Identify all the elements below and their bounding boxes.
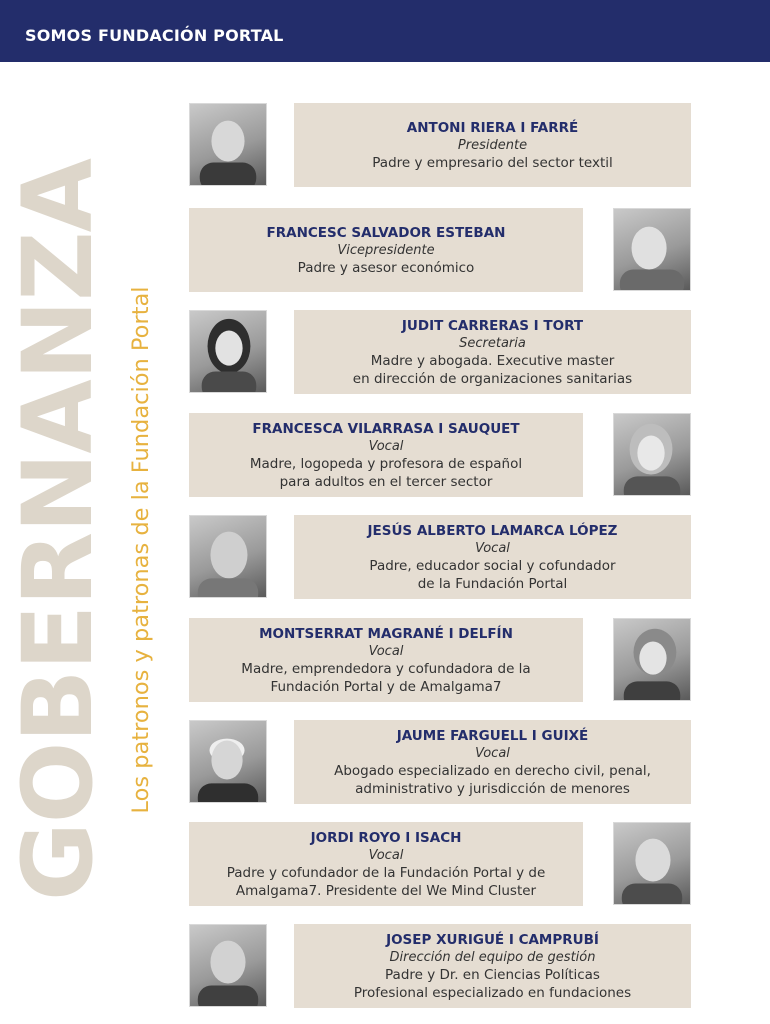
member-name: FRANCESCA VILARRASA I SAUQUET xyxy=(252,420,520,437)
member-name: JORDI ROYO I ISACH xyxy=(310,829,462,846)
member-name: JOSEP XURIGUÉ I CAMPRUBÍ xyxy=(386,931,599,948)
member-card xyxy=(294,310,691,394)
member-role: Vocal xyxy=(475,540,510,556)
member-description: Amalgama7. Presidente del We Mind Cluster xyxy=(235,882,537,899)
member-role: Vicepresidente xyxy=(337,242,435,258)
member-description: Padre y empresario del sector textil xyxy=(372,154,613,171)
member-description: Madre y abogada. Executive master xyxy=(370,352,615,369)
member-photo xyxy=(189,720,267,803)
member-role: Secretaria xyxy=(459,335,526,351)
member-role: Vocal xyxy=(475,745,510,761)
member-description: Padre y asesor económico xyxy=(297,259,475,276)
member-description: de la Fundación Portal xyxy=(417,575,568,592)
member-name: JAUME FARGUELL I GUIXÉ xyxy=(396,727,589,744)
member-card xyxy=(189,413,583,497)
member-photo xyxy=(613,208,691,291)
member-name: FRANCESC SALVADOR ESTEBAN xyxy=(266,224,506,241)
member-role: Vocal xyxy=(368,438,404,454)
member-description: en dirección de organizaciones sanitarias xyxy=(352,370,633,387)
member-name: JESÚS ALBERTO LAMARCA LÓPEZ xyxy=(367,522,618,539)
member-photo xyxy=(189,310,267,393)
member-name: MONTSERRAT MAGRANÉ I DELFÍN xyxy=(259,625,513,642)
member-photo xyxy=(189,103,267,186)
member-description: Padre, educador social y cofundador xyxy=(369,557,616,574)
member-name: ANTONI RIERA I FARRÉ xyxy=(406,119,579,136)
member-card xyxy=(294,720,691,804)
page-header xyxy=(0,0,770,62)
member-description: Madre, logopeda y profesora de español xyxy=(249,455,523,472)
member-card xyxy=(294,515,691,599)
member-role: Presidente xyxy=(457,137,528,153)
member-card xyxy=(189,208,583,292)
member-name: JUDIT CARRERAS I TORT xyxy=(401,317,584,334)
member-role: Vocal xyxy=(368,847,404,863)
member-card xyxy=(189,822,583,906)
member-description: Fundación Portal y de Amalgama7 xyxy=(270,678,502,695)
member-photo xyxy=(189,924,267,1007)
member-description: Profesional especializado en fundaciones xyxy=(353,984,632,1001)
member-description: administrativo y jurisdicción de menores xyxy=(355,780,630,797)
member-card xyxy=(294,924,691,1008)
header-title: SOMOS FUNDACIÓN PORTAL xyxy=(25,26,284,45)
member-photo xyxy=(189,515,267,598)
section-subtitle: Los patronos y patronas de la Fundación Portal xyxy=(128,286,154,814)
member-description: Abogado especializado en derecho civil, penal, xyxy=(334,762,651,779)
member-description: Madre, emprendedora y cofundadora de la xyxy=(241,660,531,677)
member-description: para adultos en el tercer sector xyxy=(279,473,493,490)
member-card xyxy=(294,103,691,187)
member-photo xyxy=(613,822,691,905)
member-photo xyxy=(613,618,691,701)
member-description: Padre y cofundador de la Fundación Portal y de xyxy=(226,864,546,881)
member-photo xyxy=(613,413,691,496)
member-card xyxy=(189,618,583,702)
section-title: GOBERNANZA xyxy=(2,159,114,901)
member-description: Padre y Dr. en Ciencias Políticas xyxy=(385,966,600,983)
member-role: Dirección del equipo de gestión xyxy=(389,949,596,965)
member-role: Vocal xyxy=(368,643,404,659)
